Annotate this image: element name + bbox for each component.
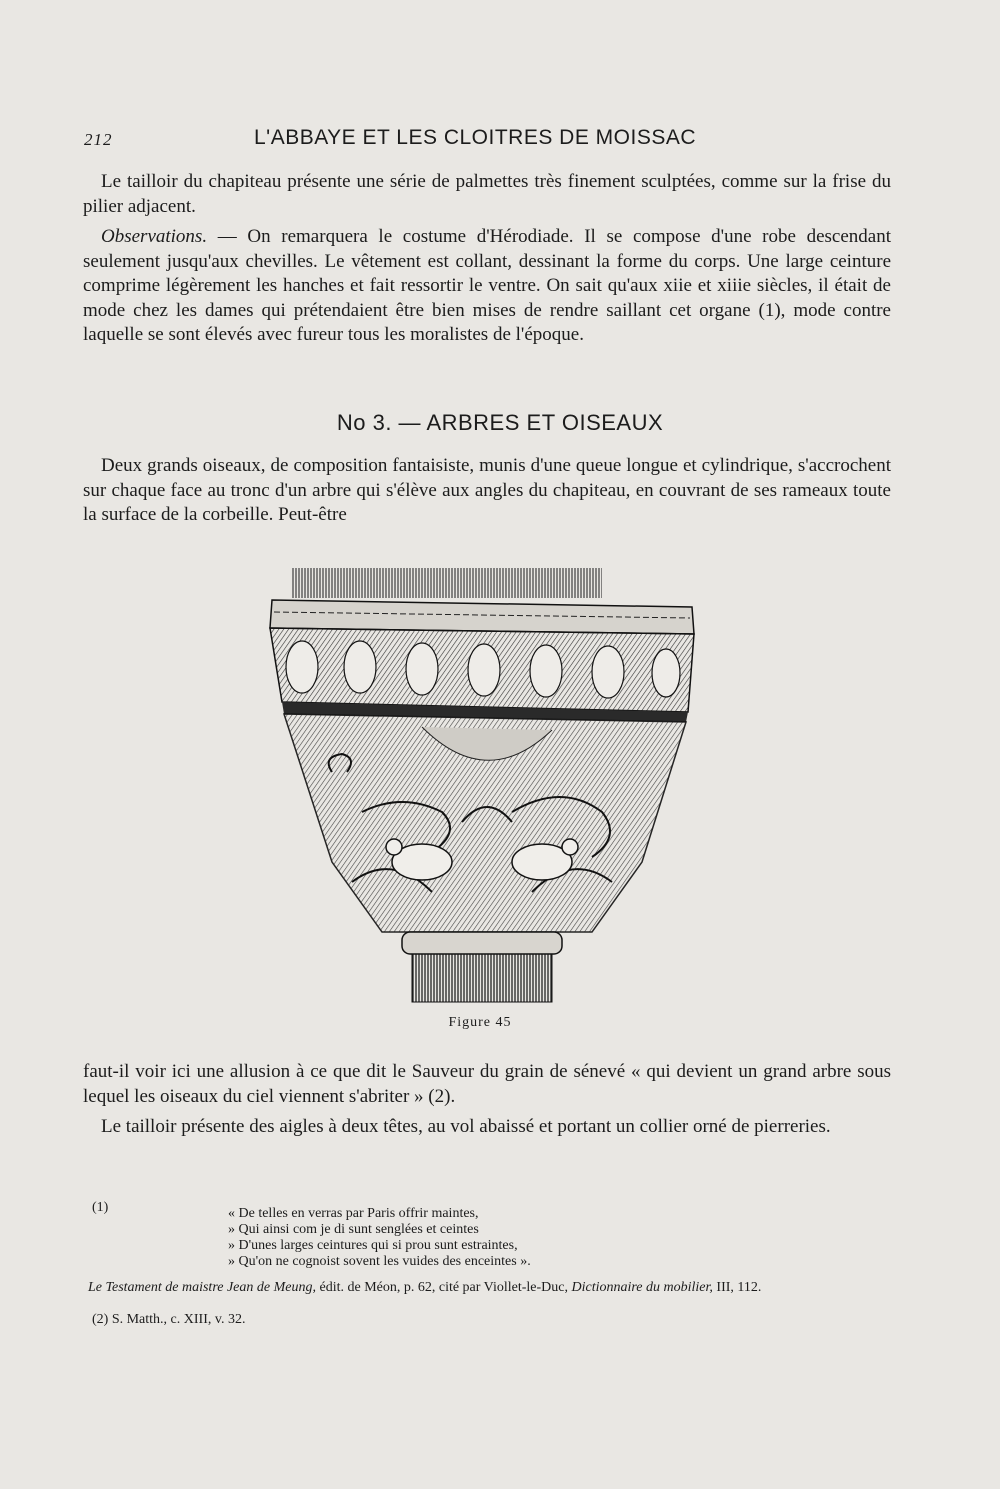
- verse-line: « De telles en verras par Paris offrir maintes,: [228, 1206, 479, 1221]
- footnote-citation: [88, 1280, 888, 1296]
- footnote-2: (2) S. Matth., c. XIII, v. 32.: [92, 1312, 246, 1327]
- paragraph-observations: [83, 225, 891, 348]
- citation-end: III, 112.: [712, 1280, 762, 1295]
- page-number: 212: [84, 130, 113, 149]
- footnote-1-marker: (1): [92, 1200, 109, 1215]
- section-heading: No 3. — ARBRES ET OISEAUX: [336, 410, 664, 435]
- verse-line: » Qu'on ne cognoist sovent les vuides des enceintes ».: [228, 1254, 531, 1269]
- footnote-verse: [228, 1206, 531, 1270]
- paragraph-allusion: faut-il voir ici une allusion à ce que dit le Sauveur du grain de sénevé « qui devient un grand arbre sous lequel les oiseaux du ciel viennent s'abriter » (2).: [83, 1061, 891, 1107]
- capital-illustration: [262, 562, 702, 1014]
- verse-line: » Qui ainsi com je di sunt senglées et ceintes: [228, 1222, 479, 1237]
- paragraph-tailloir-eagles: Le tailloir présente des aigles à deux têtes, au vol abaissé et portant un collier orné de pierreries.: [101, 1116, 831, 1137]
- paragraph-description: Deux grands oiseaux, de composition fantaisiste, munis d'une queue longue et cylindrique, s'accrochent sur chaque face au tronc d'un arbre qui s'élève aux angles du chapiteau, en couvrant de ses rameaux toute la surface de la corbeille. Peut-être: [83, 455, 891, 525]
- observations-label: Observations.: [101, 226, 208, 247]
- observations-text: — On remarquera le costume d'Hérodiade. Il se compose d'une robe descendant seulement jusqu'aux chevilles. Le vêtement est collant, dessinant la forme du corps. Une large ceinture comprime légèrement les hanches et fait ressortir le ventre. On sait qu'aux xiie et xiiie siècles, il était de mode chez les dames qui prétendaient être bien mises de rendre saillant cet organe (1), mode contre laquelle se sont élevés avec fureur tous les moralistes de l'époque.: [83, 226, 891, 345]
- figure-capital-engraving: [262, 562, 702, 1014]
- citation-work: Le Testament de maistre Jean de Meung,: [88, 1280, 316, 1295]
- figure-caption: Figure 45: [448, 1015, 512, 1030]
- text-block-section: [83, 454, 891, 528]
- text-block-bottom: [83, 1060, 891, 1140]
- verse-line: » D'unes larges ceintures qui si prou sunt estraintes,: [228, 1238, 518, 1253]
- running-title: L'ABBAYE ET LES CLOITRES DE MOISSAC: [254, 126, 697, 149]
- citation-dictionary: Dictionnaire du mobilier,: [571, 1280, 713, 1295]
- text-block-top: [83, 170, 891, 348]
- running-head: [84, 126, 890, 156]
- citation-mid: édit. de Méon, p. 62, cité par Viollet-le-Duc,: [315, 1280, 572, 1295]
- paragraph-tailloir: Le tailloir du chapiteau présente une série de palmettes très finement sculptées, comme sur la frise du pilier adjacent.: [83, 171, 891, 217]
